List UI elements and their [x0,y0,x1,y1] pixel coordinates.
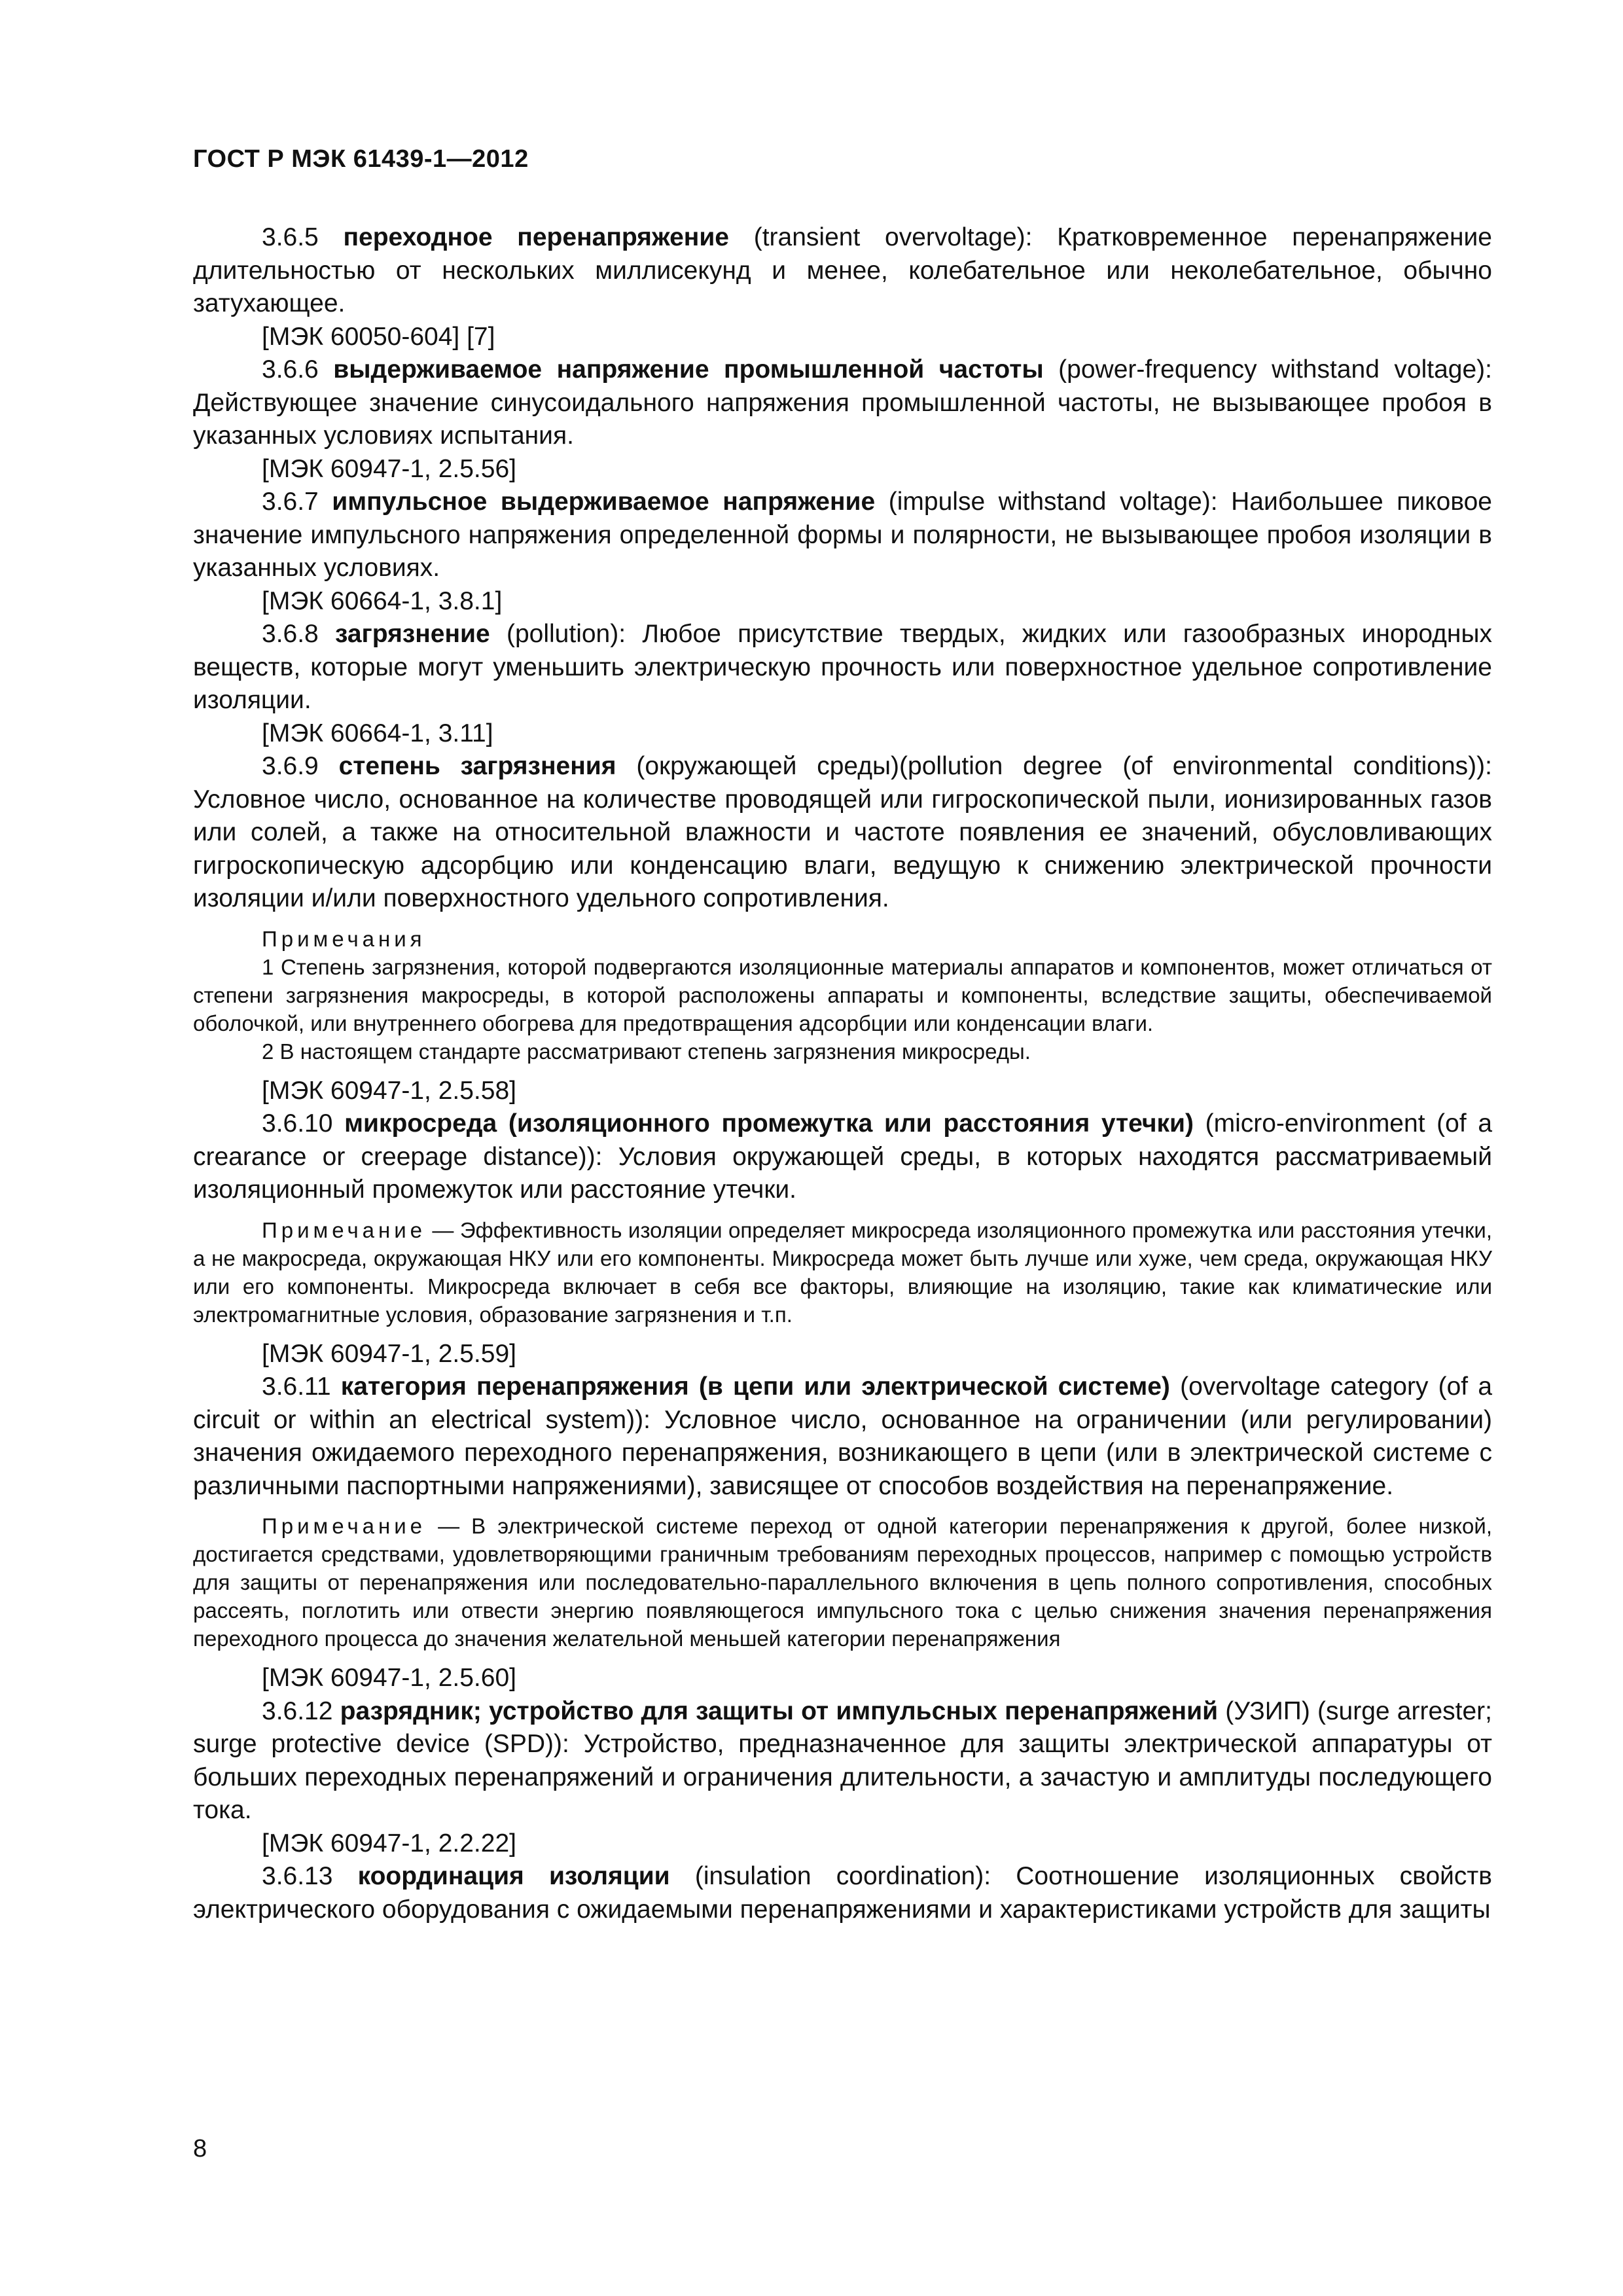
reference: [МЭК 60947-1, 2.5.56] [262,454,516,483]
definition-text: (окружающей среды)(pollution degree (of environmental conditions)): Условное число, основанное на количестве проводящей или гигроскопической пыли, ионизированных газов или солей, а также на относительной влажности и частоте появления ее значений, обусловливающих гигроскопическую адсорбцию или конденсацию влаги, ведущую к снижению электрической прочности изоляции и/или поверхностного удельного сопротивления. [193,752,1492,912]
definition-paragraph [193,1107,1492,1207]
clause-number: 3.6.11 [262,1372,331,1401]
definition-paragraph [193,353,1492,453]
document-body [193,221,1492,1926]
note-label: Примечание [262,1217,427,1242]
definition-text: (insulation coordination): Соотношение изоляционных свойств электрического оборудования с ожидаемыми перенапряжениями и характеристиками устройств для защиты [193,1862,1493,1924]
clause-number: 3.6.13 [262,1862,333,1890]
term: степень загрязнения [338,752,616,780]
term: координация изоляции [357,1862,670,1890]
note-text: — Эффективность изоляции определяет микросреда изоляционного промежутка или расстояния утечки, а не макросреда, окружающая НКУ или его компоненты. Микросреда может быть лучше или хуже, чем среда, окружающая НКУ или его компоненты. Микросреда включает в себя все факторы, влияющие на изоляцию, такие как климатические или электромагнитные условия, образование загрязнения и т.п. [193,1217,1492,1327]
reference: [МЭК 60664-1, 3.8.1] [262,586,503,615]
definition-paragraph [193,618,1492,717]
note-paragraph [193,1512,1492,1653]
reference: [МЭК 60947-1, 2.5.59] [262,1339,516,1368]
definition-paragraph [193,1371,1492,1503]
definition-paragraph [193,1860,1492,1926]
definition-text: (overvoltage category (of a circuit or within an electrical system)): Условное число, основанное на ограничении (или регулировании) значения ожидаемого переходного перенапряжения, возникающего в цепи (или в электрической системе с различными паспортными напряжениями), зависящее от способов воздействия на перенапряжение. [193,1372,1493,1500]
note-item: 1 Степень загрязнения, которой подвергаются изоляционные материалы аппаратов и компонентов, может отличаться от степени загрязнения макросреды, в которой расположены аппараты и компоненты, вследствие защиты, обеспечиваемой оболочкой, или внутреннего обогрева для предотвращения адсорбции или конденсации влаги. [193,954,1492,1035]
term: категория перенапряжения (в цепи или электрической системе) [340,1372,1170,1401]
term: выдерживаемое напряжение промышленной частоты [333,355,1044,384]
clause-number: 3.6.7 [262,488,319,516]
definition-text: (transient overvoltage): Кратковременное перенапряжение длительностью от нескольких миллисекунд и менее, колебательное или неколебательное, обычно затухающее. [193,223,1492,317]
clause-number: 3.6.10 [262,1109,333,1138]
clause-number: 3.6.9 [262,752,319,780]
term: переходное перенапряжение [343,223,729,251]
reference: [МЭК 60947-1, 2.2.22] [262,1829,516,1857]
definition-paragraph [193,750,1492,916]
note-item: 2 В настоящем стандарте рассматривают степень загрязнения микросреды. [262,1039,1031,1064]
definition-paragraph [193,221,1492,321]
note-paragraph [193,1216,1492,1329]
definition-text: (power-frequency withstand voltage): Действующее значение синусоидального напряжения промышленной частоты, не вызывающее пробоя в указанных условиях испытания. [193,355,1492,450]
clause-number: 3.6.5 [262,223,319,251]
notes-heading: Примечания [262,926,426,951]
definition-text: (impulse withstand voltage): Наибольшее пиковое значение импульсного напряжения определенной формы и полярности, не вызывающее пробоя изоляции в указанных условиях. [193,488,1492,582]
page-number: 8 [193,2135,207,2162]
note-text: — В электрической системе переход от одной категории перенапряжения к другой, более низкой, достигается средствами, удовлетворяющими граничным требованиям переходных процессов, например с помощью устройств для защиты от перенапряжения или последовательно-параллельного включения в цепь полного сопротивления, способных рассеять, поглотить или отвести энергию появляющегося импульсного тока с целью снижения значения перенапряжения переходного процесса до значения желательной меньшей категории перенапряжения [193,1514,1492,1651]
term: загрязнение [335,620,490,648]
clause-number: 3.6.12 [262,1696,333,1725]
term: импульсное выдерживаемое напряжение [332,488,876,516]
reference: [МЭК 60947-1, 2.5.60] [262,1664,516,1692]
definition-text: (micro-environment (of a crearance or creepage distance)): Условия окружающей среды, в которых находятся рассматриваемый изоляционный промежуток или расстояние утечки. [193,1109,1493,1204]
definition-paragraph [193,486,1492,585]
definition-text: (pollution): Любое присутствие твердых, жидких или газообразных инородных веществ, которые могут уменьшить электрическую прочность или поверхностное удельное сопротивление изоляции. [193,620,1492,714]
term: микросреда (изоляционного промежутка или расстояния утечки) [344,1109,1194,1138]
reference: [МЭК 60664-1, 3.11] [262,719,493,747]
definition-paragraph [193,1695,1492,1827]
note-label: Примечание [262,1514,427,1538]
clause-number: 3.6.6 [262,355,319,384]
clause-number: 3.6.8 [262,620,319,648]
definition-text: (УЗИП) (surge arrester; surge protective device (SPD)): Устройство, предназначенное для защиты электрической аппаратуры от больших переходных перенапряжений и ограничения длительности, а зачастую и амплитуды последующего тока. [193,1696,1493,1824]
reference: [МЭК 60050-604] [7] [262,322,495,351]
document-header: ГОСТ Р МЭК 61439-1—2012 [193,145,529,173]
term: разрядник; устройство для защиты от импульсных перенапряжений [340,1696,1219,1725]
reference: [МЭК 60947-1, 2.5.58] [262,1076,516,1105]
